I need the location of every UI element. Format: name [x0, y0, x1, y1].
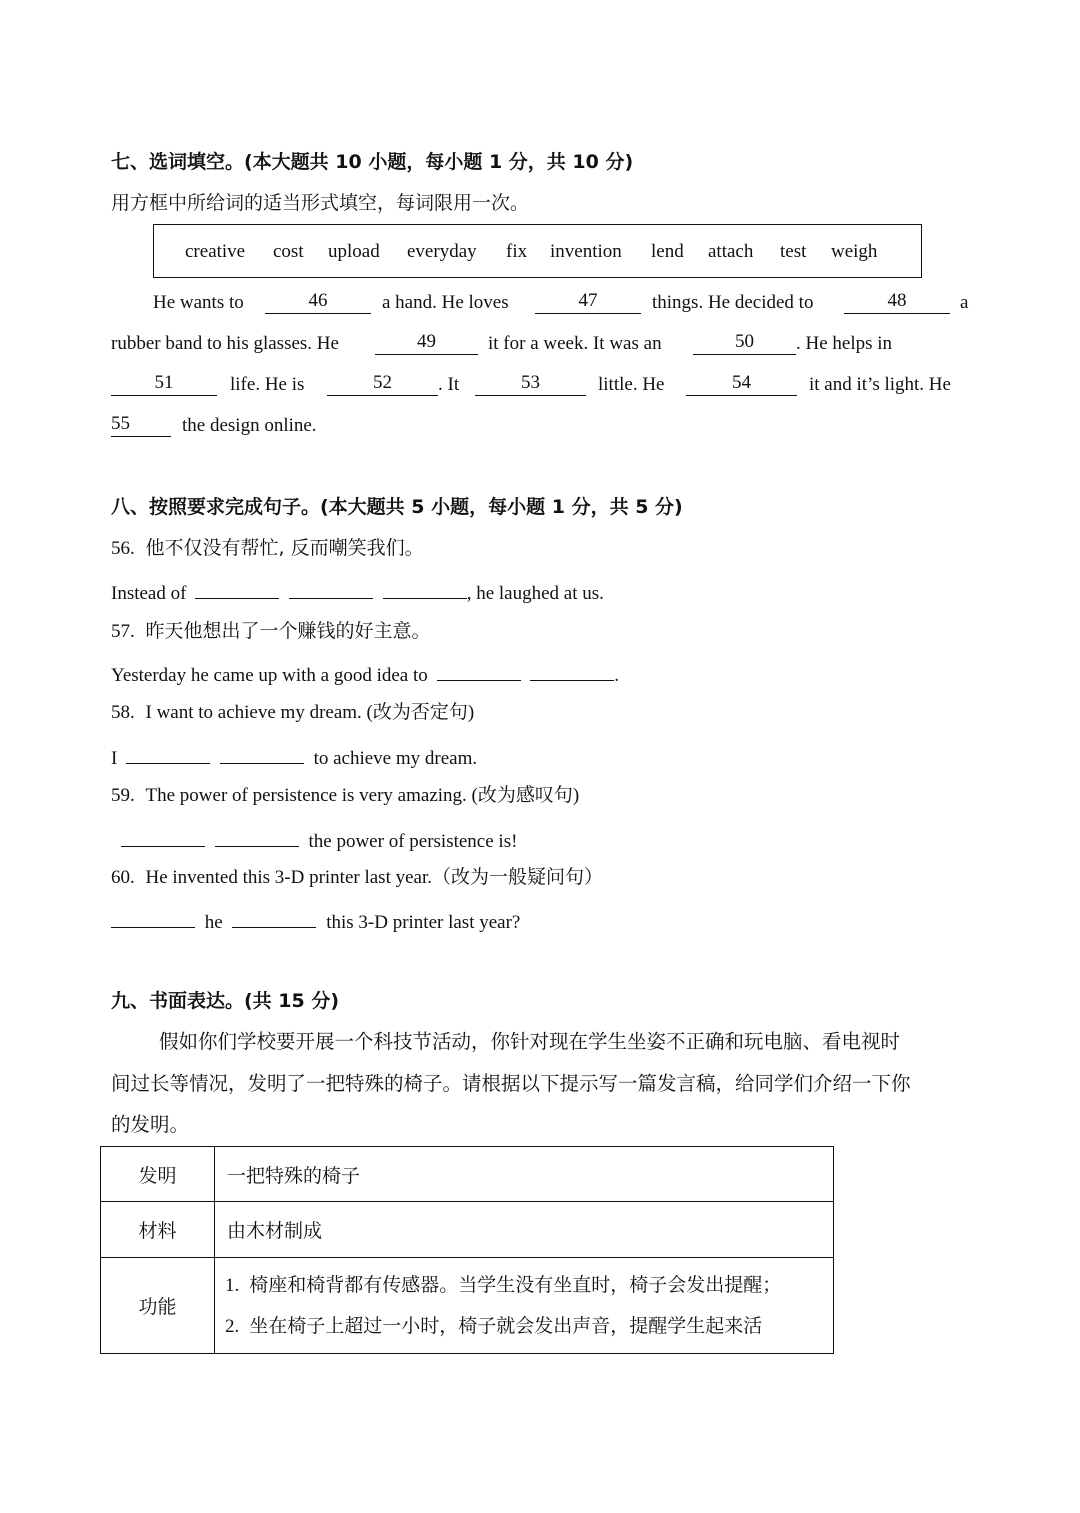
question-number: 60. — [111, 867, 135, 888]
table-key-function: 功能 — [101, 1258, 215, 1354]
answer-blank[interactable] — [232, 907, 316, 928]
answer-text: to achieve my dream. — [313, 748, 478, 769]
blank-51[interactable]: 51 — [111, 373, 217, 396]
word-bank-item: cost — [273, 241, 304, 262]
passage-text: rubber band to his glasses. He — [111, 333, 339, 354]
word-bank-item: lend — [651, 241, 684, 262]
table-row — [101, 1147, 834, 1202]
word-bank-item: everyday — [407, 241, 477, 262]
passage-text: little. He — [598, 374, 665, 395]
word-bank-item: weigh — [831, 241, 878, 262]
passage-text: a hand. He loves — [382, 292, 509, 313]
blank-48[interactable]: 48 — [844, 291, 950, 314]
answer-text: the power of persistence is! — [308, 831, 518, 852]
table-row — [101, 1202, 834, 1258]
answer-text: . — [614, 665, 620, 686]
answer-58 — [111, 743, 477, 771]
section8-header-text: 八、按照要求完成句子。(本大题共 5 小题，每小题 1 分，共 5 分) — [111, 496, 683, 518]
passage-text: things. He decided to — [652, 292, 814, 313]
function-item — [225, 1265, 833, 1306]
writing-prompt-line: 间过长等情况，发明了一把特殊的椅子。请根据以下提示写一篇发言稿，给同学们介绍一下你 — [111, 1072, 911, 1095]
question-number: 59. — [111, 785, 135, 806]
section9-header-text: 九、书面表达。(共 15 分) — [111, 990, 340, 1012]
table-value-material: 由木材制成 — [215, 1202, 834, 1258]
invention-info-table — [100, 1146, 834, 1354]
answer-59 — [121, 826, 517, 854]
answer-blank[interactable] — [383, 578, 467, 599]
function-text: 坐在椅子上超过一小时，椅子就会发出声音，提醒学生起来活 — [249, 1314, 763, 1337]
table-value-invention: 一把特殊的椅子 — [215, 1147, 834, 1202]
question-text: He invented this 3-D printer last year.（改为一般疑问句） — [145, 867, 604, 888]
passage-text: it and it’s light. He — [809, 374, 951, 395]
answer-text: I — [111, 748, 118, 769]
blank-47[interactable]: 47 — [535, 291, 641, 314]
table-value-function — [215, 1258, 834, 1354]
section7-instruction: 用方框中所给词的适当形式填空，每词限用一次。 — [111, 192, 530, 214]
question-text: The power of persistence is very amazing. (改为感叹句) — [145, 785, 580, 806]
table-key-invention: 发明 — [101, 1147, 215, 1202]
answer-60 — [111, 907, 520, 935]
blank-53[interactable]: 53 — [475, 373, 586, 396]
answer-57 — [111, 660, 619, 688]
blank-46[interactable]: 46 — [265, 291, 371, 314]
blank-55[interactable]: 55 — [111, 414, 171, 437]
question-text: 昨天他想出了一个赚钱的好主意。 — [145, 620, 431, 642]
writing-prompt-line: 假如你们学校要开展一个科技节活动，你针对现在学生坐姿不正确和玩电脑、看电视时 — [159, 1030, 901, 1053]
passage-text: . It — [438, 374, 460, 395]
word-bank-item: invention — [550, 241, 622, 262]
question-text: 他不仅没有帮忙, 反而嘲笑我们。 — [145, 537, 424, 559]
section7-header-text: 七、选词填空。(本大题共 10 小题，每小题 1 分，共 10 分) — [111, 151, 634, 173]
question-56 — [111, 536, 424, 561]
answer-56 — [111, 578, 604, 606]
answer-blank[interactable] — [215, 826, 299, 847]
blank-50[interactable]: 50 — [693, 332, 796, 355]
section9-header — [111, 989, 339, 1014]
answer-blank[interactable] — [121, 826, 205, 847]
blank-54[interactable]: 54 — [686, 373, 797, 396]
table-row — [101, 1258, 834, 1354]
word-bank-item: attach — [708, 241, 754, 262]
question-number: 56. — [111, 538, 135, 559]
answer-text: Instead of — [111, 583, 187, 604]
section8-header — [111, 495, 683, 520]
answer-blank[interactable] — [437, 660, 521, 681]
word-bank-item: test — [780, 241, 807, 262]
answer-blank[interactable] — [289, 578, 373, 599]
question-57 — [111, 619, 431, 644]
function-number: 2. — [225, 1315, 240, 1337]
question-number: 57. — [111, 621, 135, 642]
answer-text: , he laughed at us. — [466, 583, 604, 604]
passage-text: . He helps in — [796, 333, 893, 354]
question-number: 58. — [111, 702, 135, 723]
answer-blank[interactable] — [195, 578, 279, 599]
section7-header — [111, 150, 633, 175]
word-bank-item: creative — [185, 241, 246, 262]
passage-text: He wants to — [153, 292, 244, 313]
question-58 — [111, 701, 474, 725]
question-60 — [111, 866, 603, 890]
passage-text: life. He is — [230, 374, 305, 395]
answer-text: Yesterday he came up with a good idea to — [111, 665, 428, 686]
question-text: I want to achieve my dream. (改为否定句) — [145, 702, 475, 723]
word-bank-item: fix — [506, 241, 528, 262]
writing-prompt-line: 的发明。 — [111, 1113, 190, 1136]
answer-blank[interactable] — [111, 907, 195, 928]
table-key-material: 材料 — [101, 1202, 215, 1258]
answer-text: this 3-D printer last year? — [326, 912, 521, 933]
function-number: 1. — [225, 1274, 240, 1296]
blank-49[interactable]: 49 — [375, 332, 478, 355]
answer-text: he — [204, 912, 223, 933]
function-text: 椅座和椅背都有传感器。当学生没有坐直时，椅子会发出提醒； — [249, 1273, 782, 1296]
blank-52[interactable]: 52 — [327, 373, 438, 396]
answer-blank[interactable] — [220, 743, 304, 764]
word-bank-item: upload — [328, 241, 380, 262]
passage-text: it for a week. It was an — [488, 333, 662, 354]
answer-blank[interactable] — [126, 743, 210, 764]
passage-text: the design online. — [182, 415, 317, 436]
answer-blank[interactable] — [530, 660, 614, 681]
question-59 — [111, 784, 579, 808]
word-bank-box — [153, 224, 922, 278]
passage-text: a — [960, 292, 969, 313]
function-item — [225, 1306, 833, 1347]
